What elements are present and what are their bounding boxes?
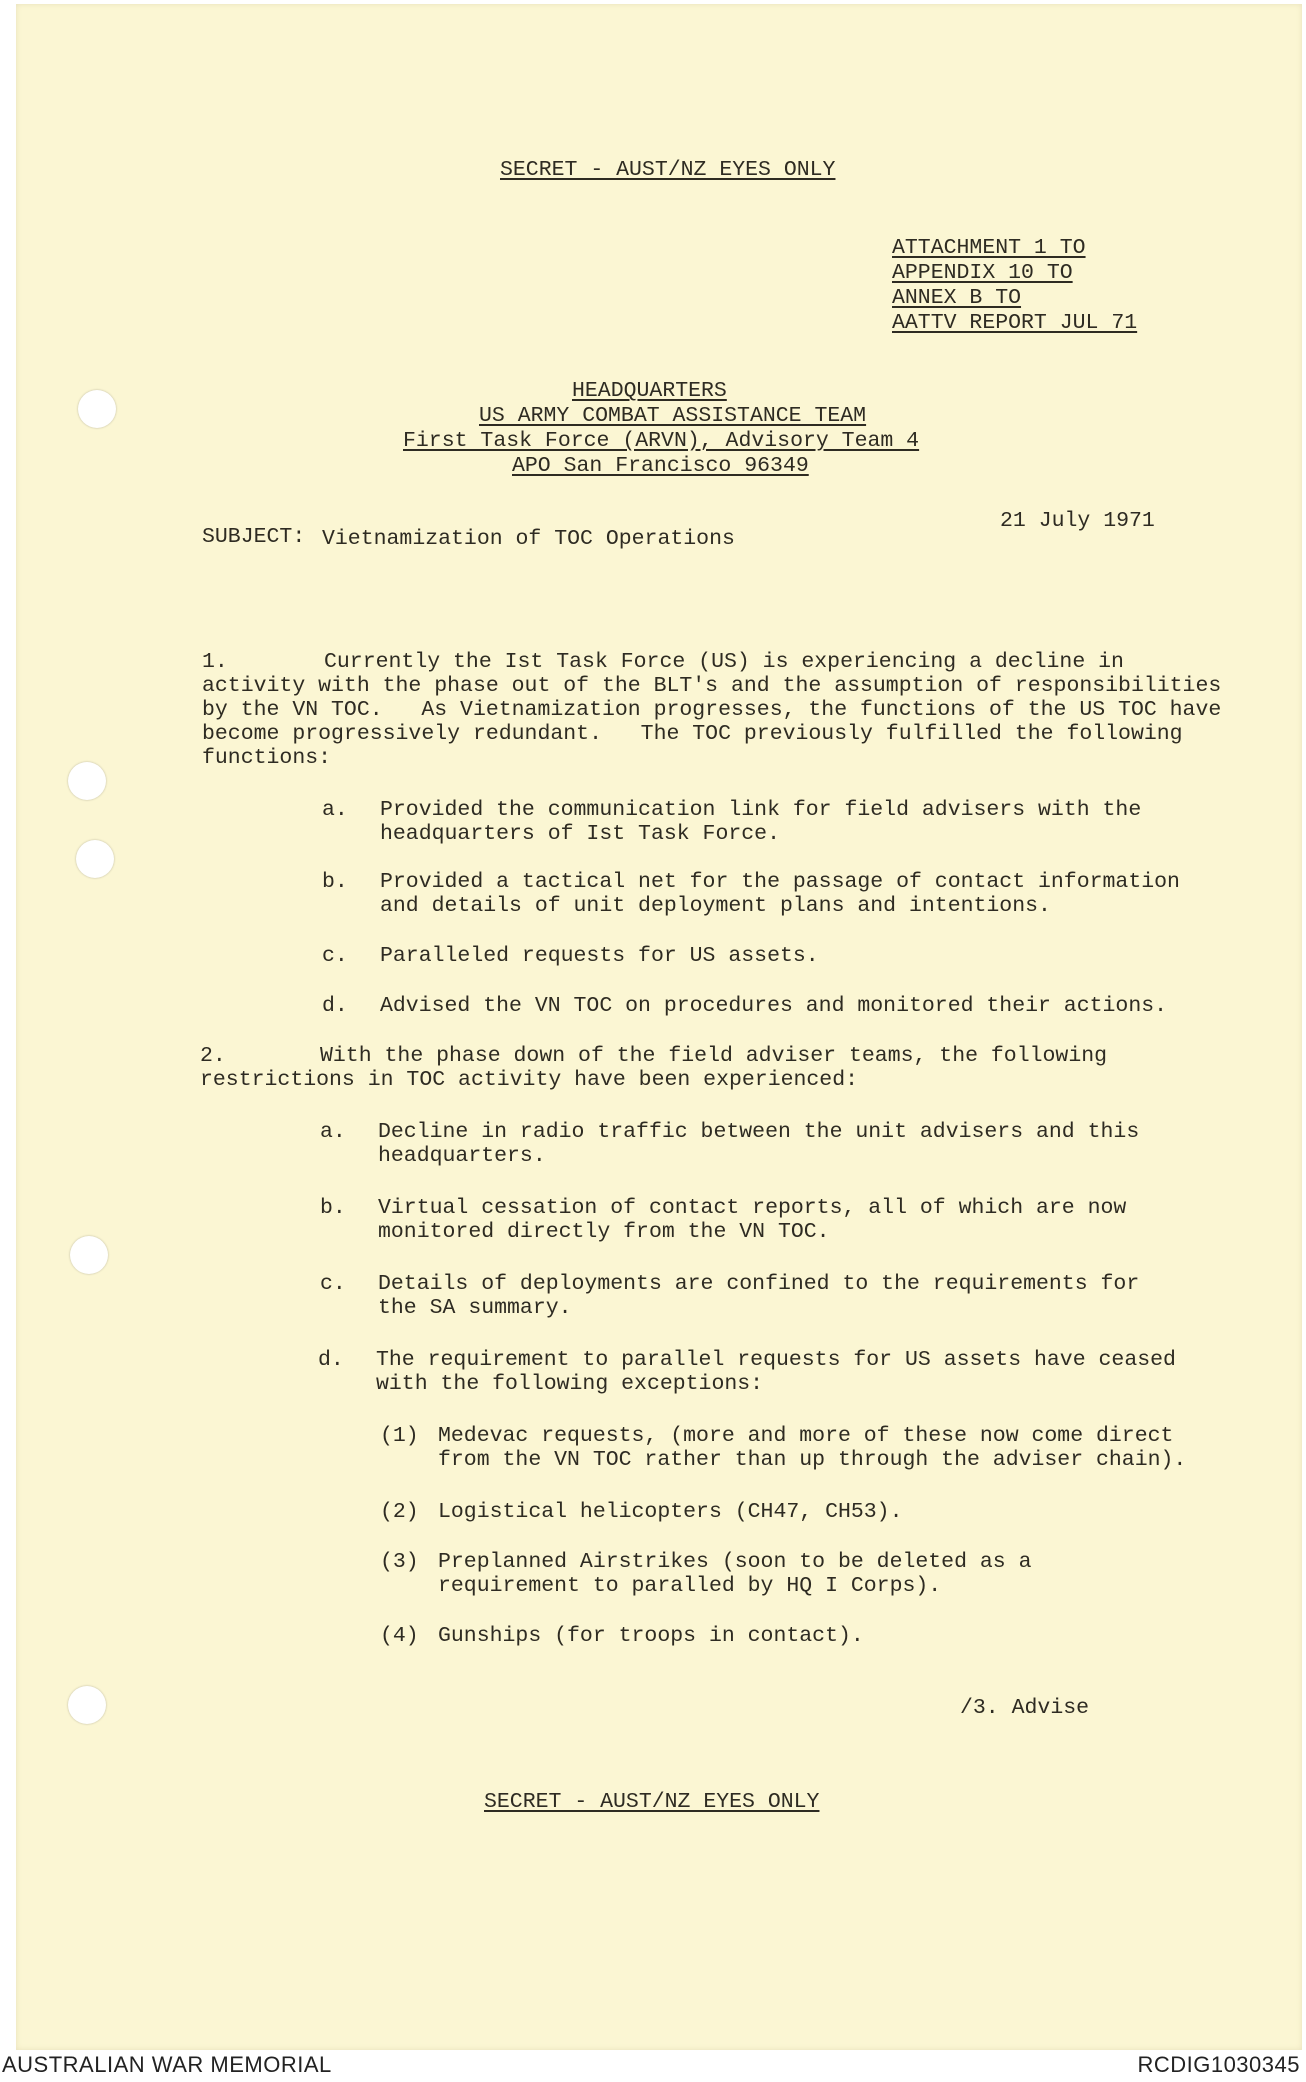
attachment-line: AATTV REPORT JUL 71 [892, 311, 1138, 335]
paragraph-line: functions: [202, 746, 332, 770]
attachment-line: ANNEX B TO [892, 286, 1022, 310]
subitem-line: Gunships (for troops in contact). [438, 1624, 864, 1648]
item-line: Provided a tactical net for the passage of contact information [380, 870, 1180, 894]
subitem-line: requirement to paralled by HQ I Corps). [438, 1574, 942, 1598]
paragraph-line: With the phase down of the field adviser teams, the following [320, 1044, 1108, 1068]
item-line: the SA summary. [378, 1296, 572, 1320]
subitem-label: (2) [380, 1500, 419, 1524]
item-label: b. [320, 1196, 346, 1220]
punch-hole [68, 1686, 106, 1724]
subitem-line: Medevac requests, (more and more of these now come direct [438, 1424, 1174, 1448]
item-label: d. [322, 994, 348, 1018]
item-line: headquarters of Ist Task Force. [380, 822, 780, 846]
item-label: c. [322, 944, 348, 968]
item-line: Paralleled requests for US assets. [380, 944, 819, 968]
punch-hole [76, 840, 114, 878]
subitem-line: Preplanned Airstrikes (soon to be deleted as a [438, 1550, 1032, 1574]
subitem-label: (1) [380, 1424, 419, 1448]
document-page [16, 4, 1302, 2050]
paragraph-line: Currently the Ist Task Force (US) is experiencing a decline in [324, 650, 1124, 674]
subject-label: SUBJECT: [202, 525, 306, 549]
item-label: a. [320, 1120, 346, 1144]
item-line: Details of deployments are confined to the requirements for [378, 1272, 1140, 1296]
letterhead-line: HEADQUARTERS [572, 379, 727, 403]
attachment-line: APPENDIX 10 TO [892, 261, 1073, 285]
classification-footer: SECRET - AUST/NZ EYES ONLY [484, 1790, 820, 1814]
item-label: c. [320, 1272, 346, 1296]
paragraph-line: by the VN TOC. As Vietnamization progresses, the functions of the US TOC have [202, 698, 1222, 722]
punch-hole [68, 762, 106, 800]
attachment-line: ATTACHMENT 1 TO [892, 236, 1086, 260]
item-line: and details of unit deployment plans and intentions. [380, 894, 1051, 918]
item-line: with the following exceptions: [376, 1372, 764, 1396]
item-line: The requirement to parallel requests for US assets have ceased [376, 1348, 1176, 1372]
letterhead-line: First Task Force (ARVN), Advisory Team 4 [403, 429, 920, 453]
paragraph-line: activity with the phase out of the BLT's and the assumption of responsibilities [202, 674, 1222, 698]
item-label: d. [318, 1348, 344, 1372]
item-label: a. [322, 798, 348, 822]
continuation-note: /3. Advise [960, 1696, 1090, 1720]
item-line: headquarters. [378, 1144, 546, 1168]
archive-id: RCDIG1030345 [1137, 2052, 1300, 2077]
subitem-line: Logistical helicopters (CH47, CH53). [438, 1500, 903, 1524]
paragraph-line: restrictions in TOC activity have been experienced: [200, 1068, 859, 1092]
subitem-label: (4) [380, 1624, 419, 1648]
item-line: Virtual cessation of contact reports, all of which are now [378, 1196, 1127, 1220]
subitem-label: (3) [380, 1550, 419, 1574]
classification-header: SECRET - AUST/NZ EYES ONLY [500, 158, 836, 182]
letterhead-line: US ARMY COMBAT ASSISTANCE TEAM [479, 404, 867, 428]
paragraph-number: 1. [202, 650, 228, 674]
item-line: monitored directly from the VN TOC. [378, 1220, 830, 1244]
item-line: Provided the communication link for field advisers with the [380, 798, 1142, 822]
subject-text: Vietnamization of TOC Operations [322, 527, 735, 551]
archive-credit: AUSTRALIAN WAR MEMORIAL [2, 2052, 332, 2077]
document-date: 21 July 1971 [1000, 509, 1155, 533]
item-line: Decline in radio traffic between the unit advisers and this [378, 1120, 1140, 1144]
punch-hole [78, 390, 116, 428]
punch-hole [70, 1236, 108, 1274]
item-line: Advised the VN TOC on procedures and monitored their actions. [380, 994, 1168, 1018]
item-label: b. [322, 870, 348, 894]
letterhead-line: APO San Francisco 96349 [512, 454, 809, 478]
subitem-line: from the VN TOC rather than up through the adviser chain). [438, 1448, 1187, 1472]
paragraph-number: 2. [200, 1044, 226, 1068]
paragraph-line: become progressively redundant. The TOC previously fulfilled the following [202, 722, 1183, 746]
